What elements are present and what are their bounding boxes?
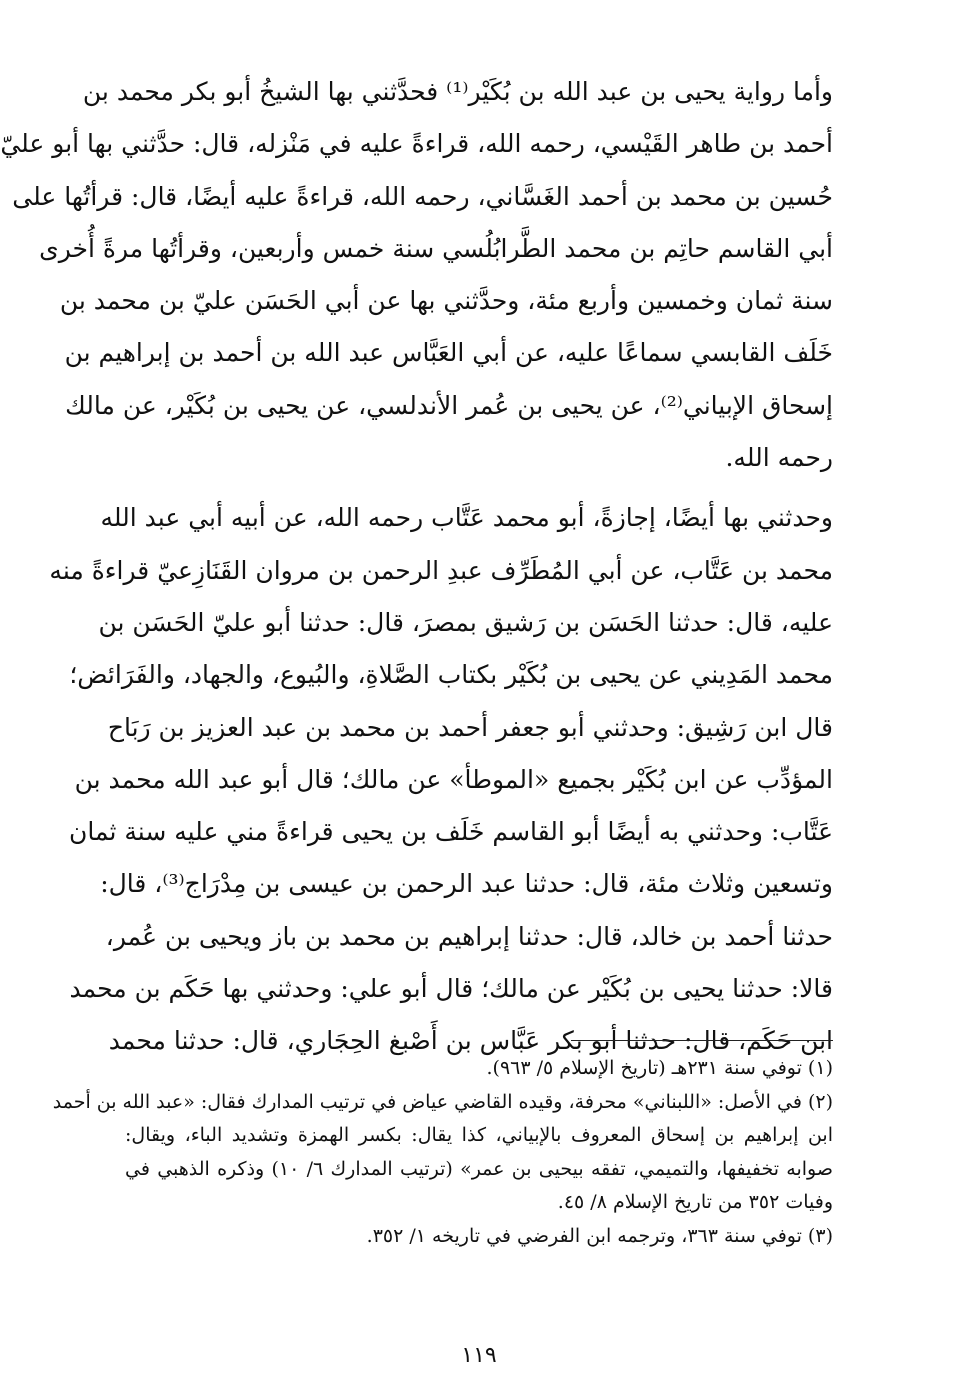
paragraph <box>49 492 833 1067</box>
footnote-line: (١) توفي سنة ٢٣١هـ (تاريخ الإسلام ٥/ ٩٦٣). <box>486 1057 833 1079</box>
text-line: قال ابن رَشِيق: وحدثني أبو جعفر أحمد بن محمد بن عبد العزيز بن رَبَاح <box>107 712 833 742</box>
text-line: عَتَّاب: وحدثني به أيضًا أبو القاسم خَلَف بن يحيى قراءةً مني عليه سنة ثمان <box>69 817 833 847</box>
main-text <box>0 66 833 1068</box>
text-line: وأما رواية يحيى بن عبد الله بن بُكَيْر⁽¹⁾ فحدَّثني بها الشيخُ أبو بكر محمد بن <box>82 77 833 106</box>
footnote-line: (٣) توفي سنة ٣٦٣، وترجمه ابن الفرضي في تاريخه ١/ ٣٥٢. <box>366 1224 833 1247</box>
footnotes <box>52 1052 833 1253</box>
paragraph-gap <box>125 484 833 492</box>
footnote-line: صوابه تخفيفها، والتميمي، تفقه بيحيى بن عمر» (ترتيب المدارك ٦/ ١٠) وذكره الذهبي في <box>125 1157 833 1180</box>
text-line: محمد المَدِيني عن يحيى بن بُكَيْر بكتاب الصَّلاةِ، والبُيوع، والجهاد، والفَرَائض؛ <box>69 660 833 690</box>
footnote-line: ابن إبراهيم بن إسحاق المعروف بالإبياني، كذا يقال: بكسر الهمزة وتشديد الباء، ويقال: <box>125 1124 833 1146</box>
footnote-divider <box>571 1040 833 1041</box>
footnote-line: (٢) في الأصل: «اللبناني» محرفة، وقيده القاضي عياض في ترتيب المدارك فقال: «عبد الله بن أحمد <box>52 1090 833 1113</box>
text-line: قالا: حدثنا يحيى بن بُكَيْر عن مالك؛ قال أبو علي: وحدثني بها حَكَم بن محمد <box>69 974 833 1004</box>
text-line: رحمه الله. <box>725 443 833 473</box>
text-line: وحدثني بها أيضًا، إجازةً، أبو محمد عَتَّاب رحمه الله، عن أبيه أبي عبد الله <box>100 503 833 533</box>
text-line: سنة ثمان وخمسين وأربع مئة، وحدَّثني بها عن أبي الحَسَن عليّ بن محمد بن <box>59 286 833 316</box>
text-line: إسحاق الإبياني⁽²⁾، عن يحيى بن عُمر الأندلسي، عن يحيى بن بُكَيْر، عن مالك <box>65 390 833 420</box>
footnote-line: وفيات ٣٥٢ من تاريخ الإسلام ٨/ ٤٥. <box>557 1191 833 1213</box>
text-line: أبي القاسم حاتِم بن محمد الطَّرابُلُسي سنة خمس وأربعين، وقرأتُها مرةً أُخرى <box>39 233 833 263</box>
text-line: عليه، قال: حدثنا الحَسَن بن رَشيق بمصرَ، قال: حدثنا أبو عليّ الحَسَن بن <box>98 607 833 637</box>
text-line: حدثنا أحمد بن خالد، قال: حدثنا إبراهيم بن محمد بن باز ويحيى بن عُمر، <box>105 921 833 951</box>
text-line: أحمد بن طاهر القَيْسي، رحمه الله، قراءةً عليه في مَنْزله، قال: حدَّثني بها أبو عليّ <box>0 129 833 159</box>
footnote-3 <box>125 1220 833 1254</box>
paragraph <box>0 66 833 484</box>
text-line: محمد بن عَتَّاب، عن أبي المُطَرِّف عبدِ الرحمن بن مروان القَنَازِعيّ قراءةً منه <box>49 555 833 585</box>
text-line: ابن حَكَم، قال: حدثنا أبو بكر عَبَّاس بن أَصْبغ الحِجَاري، قال: حدثنا محمد <box>108 1026 833 1056</box>
text-line: وتسعين وثلاث مئة، قال: حدثنا عبد الرحمن بن عيسى بن مِدْرَاج⁽³⁾، قال: <box>100 869 833 899</box>
text-line: حُسين بن محمد بن أحمد الغَسَّاني، رحمه الله، قراءةً عليه أيضًا، قال: قرأتُها على <box>12 181 833 211</box>
text-line: المؤدِّب عن ابن بُكَيْر بجميع «الموطأ» عن مالك؛ قال أبو عبد الله محمد بن <box>74 764 833 794</box>
footnote-1 <box>125 1052 833 1086</box>
page-number: ١١٩ <box>461 1343 497 1368</box>
text-line: خَلَف القابسي سماعًا عليه، عن أبي العَبَّاس عبد الله بن أحمد بن إبراهيم بن <box>64 338 833 368</box>
footnote-2 <box>52 1086 833 1220</box>
